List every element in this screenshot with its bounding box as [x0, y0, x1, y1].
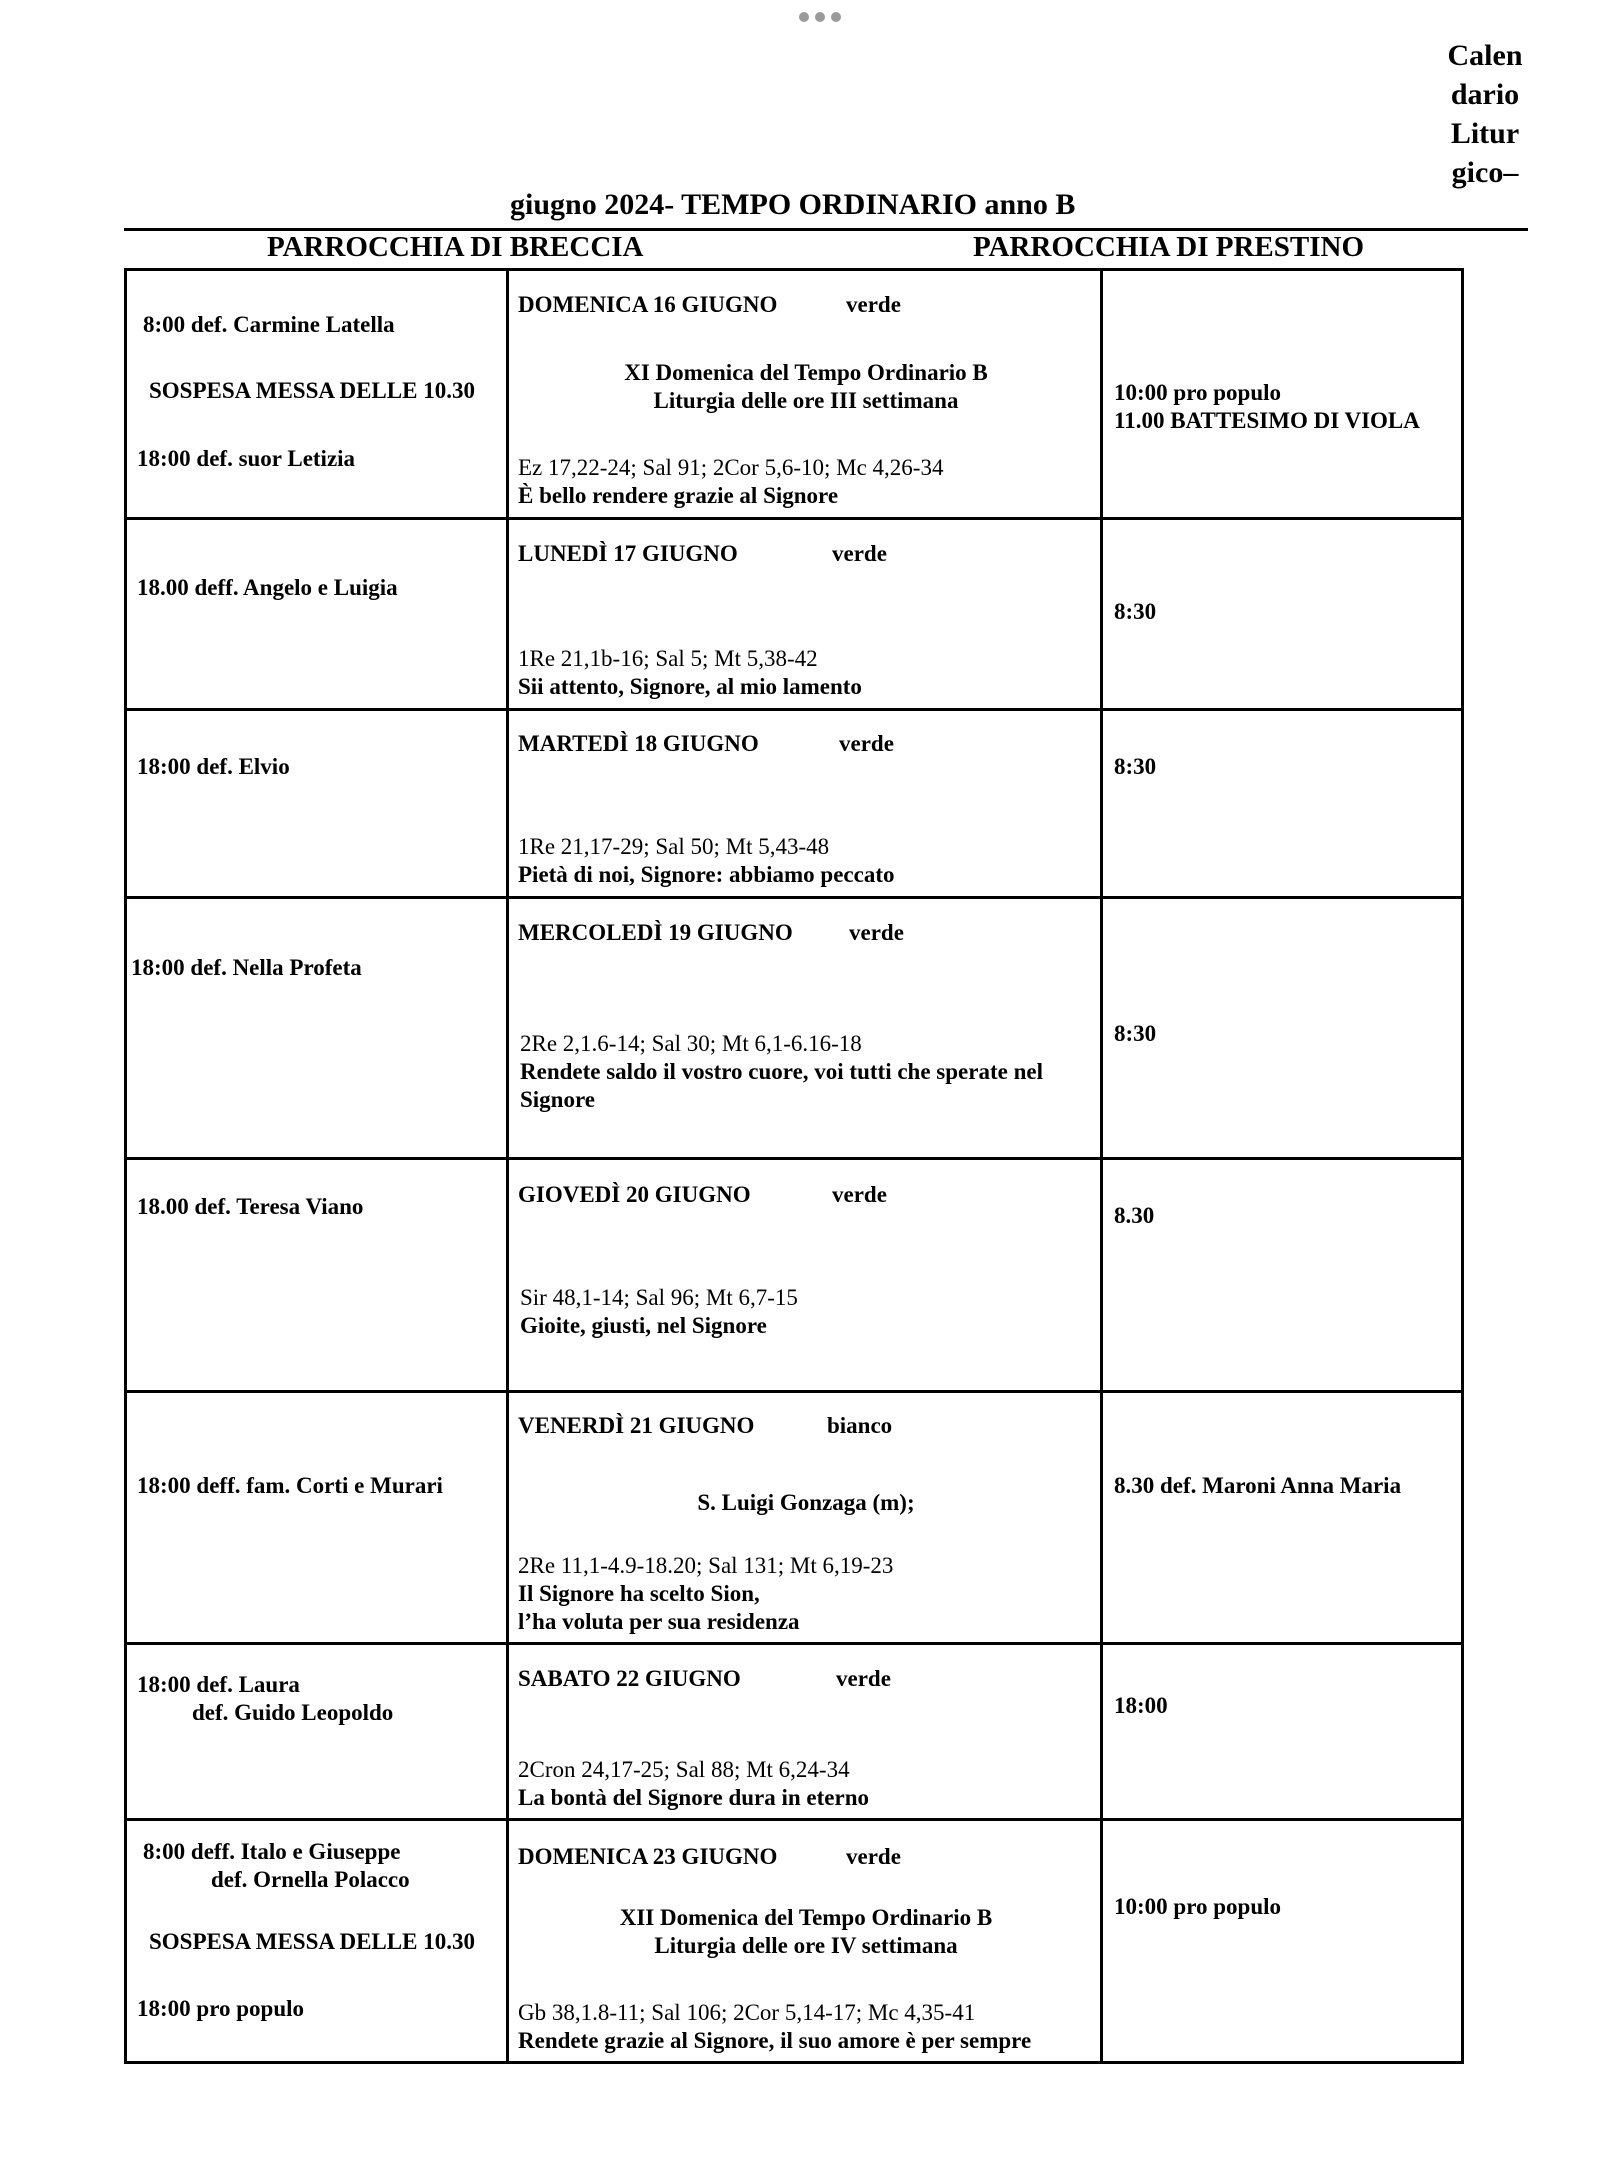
- parish-prestino-heading: PARROCCHIA DI PRESTINO: [973, 231, 1365, 263]
- liturgical-color: verde: [846, 1844, 901, 1869]
- feast-line: XI Domenica del Tempo Ordinario B: [624, 360, 988, 385]
- table-row: [127, 1642, 1461, 1818]
- breccia-mass: def. Ornella Polacco: [211, 1867, 410, 1892]
- psalm-response: Rendete grazie al Signore, il suo amore è per sempre: [518, 2028, 1032, 2053]
- prestino-mass: 11.00 BATTESIMO DI VIOLA: [1114, 408, 1420, 433]
- liturgical-color: verde: [839, 731, 894, 756]
- dot-3: [831, 12, 841, 22]
- psalm-response: La bontà del Signore dura in eterno: [518, 1785, 869, 1810]
- page-subtitle: giugno 2024- TEMPO ORDINARIO anno B: [510, 188, 1076, 221]
- breccia-mass: 18:00 def. Laura: [137, 1672, 300, 1697]
- table-row: [127, 271, 1461, 517]
- table-row: [127, 708, 1461, 896]
- day-label: LUNEDÌ 17 GIUGNO: [518, 541, 738, 566]
- breccia-mass: 18:00 deff. fam. Corti e Murari: [137, 1473, 443, 1498]
- prestino-mass: 18:00: [1114, 1693, 1168, 1718]
- psalm-response: Signore: [520, 1087, 595, 1112]
- breccia-mass: 8:00 def. Carmine Latella: [143, 312, 395, 337]
- more-options-icon[interactable]: [795, 12, 845, 28]
- table-row: [127, 896, 1461, 1157]
- day-label: GIOVEDÌ 20 GIUGNO: [518, 1182, 751, 1207]
- parish-breccia-heading: PARROCCHIA DI BRECCIA: [267, 231, 644, 263]
- psalm-response: Pietà di noi, Signore: abbiamo peccato: [518, 862, 895, 887]
- column-divider: [506, 520, 509, 708]
- day-label: SABATO 22 GIUGNO: [518, 1666, 741, 1691]
- prestino-mass: 8:30: [1114, 1021, 1157, 1046]
- readings: 1Re 21,1b-16; Sal 5; Mt 5,38-42: [518, 646, 818, 671]
- readings: 2Cron 24,17-25; Sal 88; Mt 6,24-34: [518, 1757, 850, 1782]
- breccia-mass: 8:00 deff. Italo e Giuseppe: [143, 1839, 401, 1864]
- calendar-title-line: Calen: [1447, 39, 1523, 72]
- prestino-mass: 10:00 pro populo: [1114, 1894, 1282, 1919]
- column-divider: [506, 711, 509, 896]
- feast-line: XII Domenica del Tempo Ordinario B: [619, 1905, 993, 1930]
- psalm-response: Sii attento, Signore, al mio lamento: [518, 674, 862, 699]
- column-divider: [1100, 1393, 1103, 1642]
- column-divider: [506, 1393, 509, 1642]
- readings: 2Re 11,1-4.9-18.20; Sal 131; Mt 6,19-23: [518, 1553, 894, 1578]
- breccia-mass: 18:00 def. Elvio: [137, 754, 290, 779]
- feast-line: Liturgia delle ore IV settimana: [654, 1933, 958, 1958]
- breccia-mass: 18.00 def. Teresa Viano: [137, 1194, 364, 1219]
- readings: Ez 17,22-24; Sal 91; 2Cor 5,6-10; Mc 4,26-34: [518, 455, 944, 480]
- dot-2: [815, 12, 825, 22]
- psalm-response: È bello rendere grazie al Signore: [518, 483, 839, 508]
- day-label: VENERDÌ 21 GIUGNO: [518, 1413, 755, 1438]
- column-divider: [506, 1160, 509, 1390]
- readings: Sir 48,1-14; Sal 96; Mt 6,7-15: [520, 1285, 798, 1310]
- liturgical-color: verde: [832, 541, 887, 566]
- calendar-title-line: dario: [1450, 78, 1520, 111]
- psalm-response: l’ha voluta per sua residenza: [518, 1609, 800, 1634]
- breccia-mass: 18:00 def. suor Letizia: [137, 446, 356, 471]
- prestino-mass: 8.30 def. Maroni Anna Maria: [1114, 1473, 1402, 1498]
- breccia-mass: 18.00 deff. Angelo e Luigia: [137, 575, 398, 600]
- prestino-mass: 8.30: [1114, 1203, 1155, 1228]
- calendar-title-line: gico–: [1451, 156, 1519, 189]
- calendar-title: [1425, 36, 1545, 192]
- day-label: MARTEDÌ 18 GIUGNO: [518, 731, 759, 756]
- liturgical-color: bianco: [827, 1413, 893, 1438]
- psalm-response: Il Signore ha scelto Sion,: [518, 1581, 760, 1606]
- readings: Gb 38,1.8-11; Sal 106; 2Cor 5,14-17; Mc 4,35-41: [518, 2000, 976, 2025]
- column-divider: [1100, 520, 1103, 708]
- day-label: DOMENICA 16 GIUGNO: [518, 292, 778, 317]
- breccia-mass: SOSPESA MESSA DELLE 10.30: [149, 378, 475, 403]
- breccia-mass: 18:00 pro populo: [137, 1996, 305, 2021]
- prestino-mass: 8:30: [1114, 599, 1157, 624]
- column-divider: [1100, 711, 1103, 896]
- liturgical-color: verde: [832, 1182, 887, 1207]
- table-row: [127, 1157, 1461, 1390]
- day-label: DOMENICA 23 GIUGNO: [518, 1844, 778, 1869]
- dot-1: [799, 12, 809, 22]
- prestino-mass: 8:30: [1114, 754, 1157, 779]
- column-divider: [1100, 1645, 1103, 1818]
- prestino-mass: 10:00 pro populo: [1114, 380, 1282, 405]
- breccia-mass: SOSPESA MESSA DELLE 10.30: [149, 1929, 475, 1954]
- column-divider: [506, 899, 509, 1157]
- schedule-table: [124, 268, 1464, 2064]
- column-divider: [506, 1645, 509, 1818]
- breccia-mass: 18:00 def. Nella Profeta: [131, 955, 362, 980]
- psalm-response: Rendete saldo il vostro cuore, voi tutti che sperate nel: [520, 1059, 1043, 1084]
- column-divider: [1100, 1160, 1103, 1390]
- calendar-title-line: Litur: [1450, 117, 1520, 150]
- column-divider: [1100, 899, 1103, 1157]
- liturgical-color: verde: [846, 292, 901, 317]
- table-row: [127, 517, 1461, 708]
- feast-line: Liturgia delle ore III settimana: [653, 388, 959, 413]
- readings: 1Re 21,17-29; Sal 50; Mt 5,43-48: [518, 834, 830, 859]
- liturgical-color: verde: [849, 920, 904, 945]
- liturgical-color: verde: [836, 1666, 891, 1691]
- readings: 2Re 2,1.6-14; Sal 30; Mt 6,1-6.16-18: [520, 1031, 862, 1056]
- table-row: [127, 1818, 1461, 2061]
- feast-line: S. Luigi Gonzaga (m);: [697, 1490, 915, 1515]
- psalm-response: Gioite, giusti, nel Signore: [520, 1313, 767, 1338]
- table-row: [127, 1390, 1461, 1642]
- day-label: MERCOLEDÌ 19 GIUGNO: [518, 920, 793, 945]
- breccia-mass: def. Guido Leopoldo: [192, 1700, 394, 1725]
